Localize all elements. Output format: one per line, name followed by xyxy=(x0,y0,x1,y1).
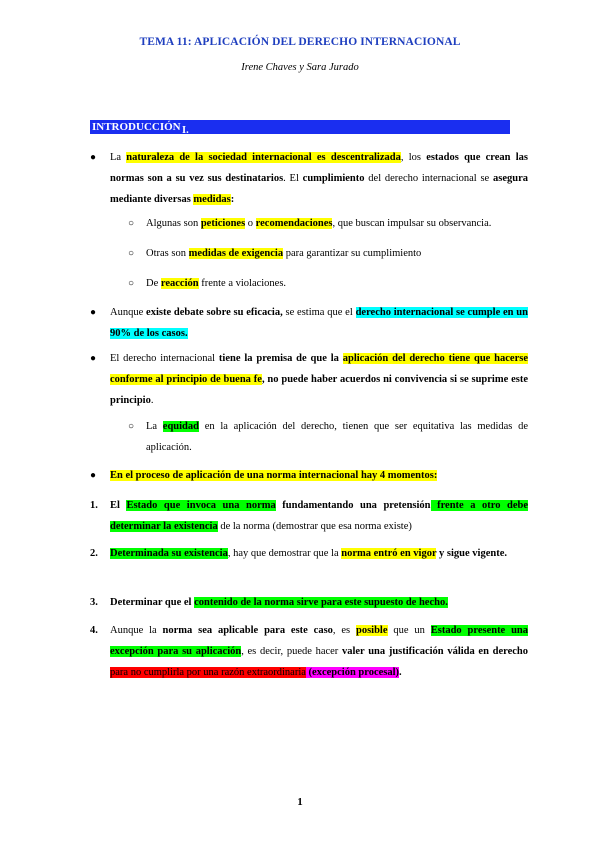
circle-bullet-icon: ○ xyxy=(128,421,135,432)
circle-bullet-icon: ○ xyxy=(128,218,135,229)
bold-text: El xyxy=(110,500,127,511)
bold-text: Determinar que el xyxy=(110,597,195,608)
circle-bullet-icon: ○ xyxy=(128,278,135,289)
bold-text: y sigue vigente. xyxy=(436,548,507,559)
highlight-green: contenido de la norma sirve para este supuesto de hecho. xyxy=(194,597,448,608)
highlight-yellow: peticiones xyxy=(200,218,246,229)
text-run: De xyxy=(146,278,161,289)
section-title: INTRODUCCIÓN xyxy=(92,121,181,133)
highlight-yellow: naturaleza de la sociedad internacional es descentralizada xyxy=(126,152,401,163)
text-run: , los xyxy=(400,152,427,163)
text-run: de la norma (demostrar que esa norma existe) xyxy=(217,521,412,532)
text-run: del derecho internacional se xyxy=(364,173,493,184)
paragraph-eficacia xyxy=(110,302,528,344)
text-run: para garantizar su cumplimiento xyxy=(283,248,422,259)
numbered-item-3 xyxy=(110,592,528,613)
text-run: en la aplicación del derecho, tienen que ser equitativa las medidas de aplicación. xyxy=(146,421,528,453)
paragraph-buena-fe xyxy=(110,348,528,411)
text-run: Algunas son xyxy=(146,218,201,229)
highlight-cyan: derecho internacional se cumple en un 90% de los casos. xyxy=(110,307,528,339)
text-run: , hay que demostrar que la xyxy=(227,548,342,559)
highlight-green: frente a otro debe determinar la existencia xyxy=(110,500,529,532)
section-number: I. xyxy=(182,125,189,136)
paragraph-momentos xyxy=(110,465,528,486)
text-run: , que buscan impulsar su observancia. xyxy=(332,218,492,229)
text-run: , es xyxy=(332,625,356,636)
highlight-green: Estado que invoca una norma xyxy=(126,500,276,511)
bold-text: tiene la premisa de que la xyxy=(218,353,343,364)
text-run: La xyxy=(146,421,163,432)
highlight-green: equidad xyxy=(162,421,199,432)
highlight-yellow: medidas de exigencia xyxy=(188,248,284,259)
sub-item-exigencia xyxy=(146,243,528,264)
list-number: 3. xyxy=(90,597,98,608)
bold-text: estados que crean las normas son a su vez sus destinatarios xyxy=(110,152,528,184)
sub-item-reaccion xyxy=(146,273,528,294)
highlight-yellow: recomendaciones xyxy=(255,218,333,229)
list-number: 2. xyxy=(90,548,98,559)
text-run: : xyxy=(230,194,235,205)
text-run: frente a violaciones. xyxy=(198,278,287,289)
text-run: . El xyxy=(283,173,303,184)
paragraph-naturaleza xyxy=(110,147,528,210)
highlight-yellow: reacción xyxy=(160,278,199,289)
bold-text: , no puede haber acuerdos ni convivencia si se suprime este principio xyxy=(110,374,528,406)
circle-bullet-icon: ○ xyxy=(128,248,135,259)
text-run: se estima que el xyxy=(282,307,356,318)
bold-text: norma sea aplicable para este caso xyxy=(162,625,333,636)
text-run: . xyxy=(150,395,154,406)
text-run: El derecho internacional xyxy=(110,353,219,364)
text-run: . xyxy=(399,667,402,678)
text-run: que un xyxy=(387,625,431,636)
numbered-item-2 xyxy=(110,543,528,564)
highlight-yellow: posible xyxy=(356,625,388,636)
text-run: Aunque xyxy=(110,307,147,318)
document-title: TEMA 11: APLICACIÓN DEL DERECHO INTERNACIONAL xyxy=(139,36,461,48)
numbered-item-1 xyxy=(110,495,528,537)
highlight-yellow: En el proceso de aplicación de una norma internacional hay 4 momentos: xyxy=(110,470,438,481)
bold-text: asegura mediante diversas xyxy=(110,173,528,205)
text-run: La xyxy=(110,152,127,163)
section-heading xyxy=(92,120,189,136)
bold-text: cumplimiento xyxy=(302,173,365,184)
highlight-yellow: medidas xyxy=(193,194,231,205)
bullet-icon: ● xyxy=(90,353,97,364)
text-run: Otras son xyxy=(146,248,189,259)
page-number: 1 xyxy=(297,796,303,808)
highlight-red: para no cumplirla por una razón extraordinaria xyxy=(110,667,306,678)
text-run: o xyxy=(245,218,256,229)
highlight-yellow: norma entró en vigor xyxy=(341,548,437,559)
sub-item-peticiones xyxy=(146,213,528,234)
text-run: Aunque la xyxy=(110,625,163,636)
bullet-icon: ● xyxy=(90,152,97,163)
bullet-icon: ● xyxy=(90,470,97,481)
numbered-item-4 xyxy=(110,620,528,683)
highlight-green: Estado presente una excepción para su aplicación xyxy=(110,625,528,657)
highlight-magenta: (excepción procesal) xyxy=(305,667,400,678)
list-number: 4. xyxy=(90,625,98,636)
document-authors: Irene Chaves y Sara Jurado xyxy=(241,62,359,73)
bullet-icon: ● xyxy=(90,307,97,318)
highlight-green: Determinada su existencia xyxy=(110,548,228,559)
sub-item-equidad xyxy=(146,416,528,458)
bold-text: existe debate sobre su eficacia, xyxy=(146,307,283,318)
highlight-yellow: aplicación del derecho tiene que hacerse conforme al principio de buena fe xyxy=(110,353,529,385)
bold-text: valer una justificación válida en derecho xyxy=(341,646,528,657)
list-number: 1. xyxy=(90,500,98,511)
text-run: , es decir, puede hacer xyxy=(241,646,342,657)
bold-text: fundamentando una pretensión xyxy=(275,500,431,511)
